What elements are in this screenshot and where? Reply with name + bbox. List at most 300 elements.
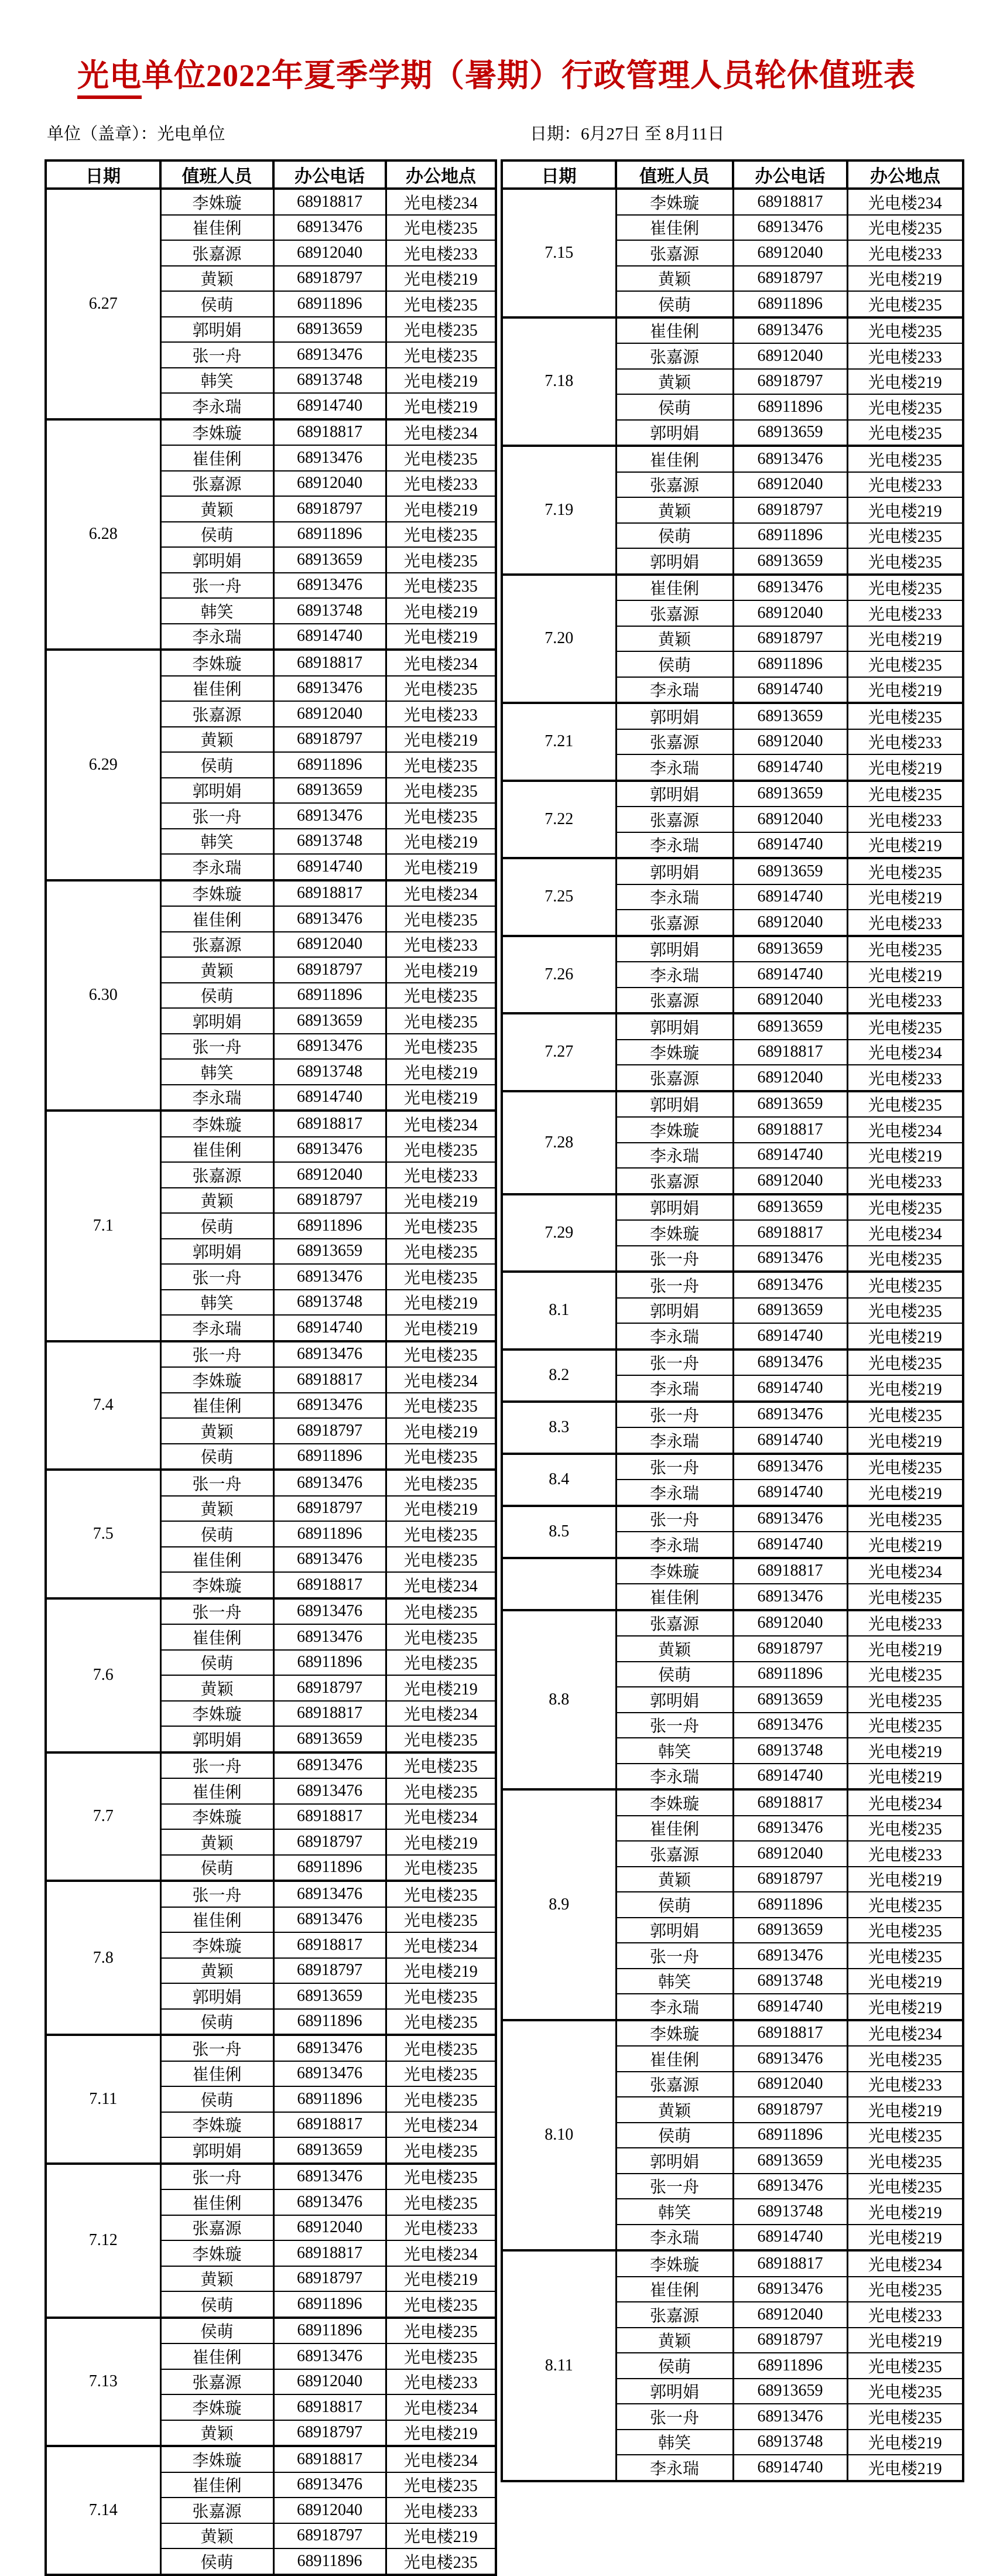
office-phone-cell: 68914740 [733, 754, 847, 781]
office-room-cell: 光电楼219 [386, 1958, 496, 1984]
office-room-cell: 光电楼219 [847, 1532, 963, 1558]
duty-table-left [44, 159, 497, 2576]
office-phone-cell: 68913476 [273, 1598, 386, 1625]
person-name-cell: 李姝璇 [160, 1111, 273, 1137]
duty-table-right-body [502, 189, 963, 2481]
office-phone-cell: 68912040 [733, 2302, 847, 2328]
office-phone-cell: 68913659 [273, 778, 386, 804]
office-phone-cell: 68918797 [273, 266, 386, 292]
person-name-cell: 张一舟 [616, 1272, 733, 1298]
date-cell-left-4: 7.1 [46, 1111, 160, 1341]
duty-row [46, 1881, 496, 1907]
office-room-cell: 光电楼219 [847, 962, 963, 988]
person-name-cell: 张一舟 [160, 573, 273, 599]
office-phone-cell: 68912040 [733, 343, 847, 369]
person-name-cell: 张嘉源 [616, 910, 733, 936]
office-phone-cell: 68918817 [273, 419, 386, 446]
person-name-cell: 崔佳俐 [616, 215, 733, 241]
date-cell-right-11: 8.1 [502, 1272, 616, 1350]
office-room-cell: 光电楼235 [847, 548, 963, 575]
office-phone-cell: 68913476 [733, 1943, 847, 1969]
person-name-cell: 李永瑞 [160, 1315, 273, 1341]
person-name-cell: 侯萌 [160, 1650, 273, 1676]
date-cell-right-4: 7.21 [502, 703, 616, 781]
person-name-cell: 李姝璇 [616, 1040, 733, 1065]
office-phone-cell: 68918797 [733, 369, 847, 395]
office-room-cell: 光电楼235 [847, 575, 963, 601]
office-room-cell: 光电楼235 [847, 703, 963, 729]
office-room-cell: 光电楼219 [386, 957, 496, 983]
person-name-cell: 黄颖 [160, 2420, 273, 2447]
office-phone-cell: 68918817 [273, 1367, 386, 1393]
person-name-cell: 崔佳俐 [616, 1816, 733, 1842]
person-name-cell: 张一舟 [616, 2174, 733, 2199]
person-name-cell: 崔佳俐 [160, 445, 273, 471]
person-name-cell: 李永瑞 [616, 1323, 733, 1350]
office-room-cell: 光电楼234 [386, 189, 496, 215]
office-room-cell: 光电楼233 [386, 2498, 496, 2523]
office-room-cell: 光电楼235 [847, 936, 963, 962]
office-room-cell: 光电楼235 [386, 2318, 496, 2344]
duty-row [502, 1454, 963, 1480]
office-phone-cell: 68914740 [733, 1532, 847, 1558]
person-name-cell: 崔佳俐 [160, 2189, 273, 2215]
office-phone-cell: 68911896 [273, 2291, 386, 2318]
person-name-cell: 张一舟 [160, 1341, 273, 1368]
office-phone-cell: 68918797 [273, 1829, 386, 1855]
office-phone-cell: 68913476 [273, 1752, 386, 1779]
office-room-cell: 光电楼233 [386, 2215, 496, 2241]
office-room-cell: 光电楼233 [847, 472, 963, 498]
office-room-cell: 光电楼219 [386, 393, 496, 419]
date-cell-right-6: 7.25 [502, 858, 616, 936]
person-name-cell: 黄颖 [160, 2523, 273, 2549]
office-room-cell: 光电楼219 [386, 624, 496, 650]
office-room-cell: 光电楼219 [847, 1323, 963, 1350]
duty-row [502, 575, 963, 601]
office-room-cell: 光电楼219 [847, 1636, 963, 1662]
office-phone-cell: 68912040 [733, 910, 847, 936]
office-phone-cell: 68913476 [733, 446, 847, 472]
office-phone-cell: 68918817 [273, 2112, 386, 2138]
office-room-cell: 光电楼234 [386, 1804, 496, 1830]
duty-row [502, 1013, 963, 1040]
person-name-cell: 侯萌 [160, 752, 273, 778]
duty-row [502, 858, 963, 884]
office-room-cell: 光电楼233 [386, 240, 496, 266]
office-phone-cell: 68913476 [273, 2164, 386, 2190]
office-phone-cell: 68918817 [273, 880, 386, 907]
office-room-cell: 光电楼235 [386, 1547, 496, 1573]
person-name-cell: 黄颖 [616, 1867, 733, 1892]
office-room-cell: 光电楼219 [847, 1764, 963, 1790]
office-room-cell: 光电楼235 [386, 1521, 496, 1547]
office-room-cell: 光电楼219 [386, 1496, 496, 1522]
office-phone-cell: 68914740 [733, 2225, 847, 2251]
person-name-cell: 李永瑞 [616, 1375, 733, 1402]
date-cell-left-10: 7.11 [46, 2035, 160, 2164]
office-phone-cell: 68911896 [733, 2123, 847, 2148]
duty-row [502, 1272, 963, 1298]
office-room-cell: 光电楼235 [386, 1444, 496, 1470]
office-phone-cell: 68913748 [733, 2430, 847, 2455]
office-room-cell: 光电楼235 [847, 2174, 963, 2199]
office-phone-cell: 68918797 [273, 727, 386, 753]
person-name-cell: 张嘉源 [616, 807, 733, 832]
office-phone-cell: 68914740 [273, 1085, 386, 1111]
office-phone-cell: 68913748 [273, 1290, 386, 1316]
office-phone-cell: 68911896 [273, 1444, 386, 1470]
page-title-underlined: 光电 [77, 58, 142, 99]
office-room-cell: 光电楼235 [847, 1892, 963, 1918]
office-room-cell: 光电楼235 [847, 1454, 963, 1480]
office-phone-cell: 68913476 [273, 573, 386, 599]
date-cell-right-8: 7.27 [502, 1013, 616, 1091]
office-phone-cell: 68913476 [273, 1393, 386, 1419]
person-name-cell: 郭明娟 [616, 1918, 733, 1943]
person-name-cell: 黄颖 [616, 1636, 733, 1662]
office-room-cell: 光电楼234 [386, 1111, 496, 1137]
office-phone-cell: 68911896 [733, 523, 847, 549]
header-row [502, 160, 963, 189]
office-phone-cell: 68918817 [733, 1558, 847, 1584]
office-phone-cell: 68913659 [273, 1983, 386, 2009]
person-name-cell: 李姝璇 [160, 1572, 273, 1598]
office-room-cell: 光电楼219 [847, 1480, 963, 1506]
office-room-cell: 光电楼234 [386, 1932, 496, 1958]
person-name-cell: 张嘉源 [616, 343, 733, 369]
person-name-cell: 李姝璇 [160, 880, 273, 907]
office-phone-cell: 68913476 [733, 575, 847, 601]
office-room-cell: 光电楼235 [386, 1008, 496, 1034]
person-name-cell: 崔佳俐 [160, 676, 273, 702]
duty-row [502, 703, 963, 729]
office-phone-cell: 68913476 [273, 906, 386, 932]
duty-row [502, 317, 963, 344]
office-phone-cell: 68913659 [273, 547, 386, 573]
office-phone-cell: 68913748 [273, 829, 386, 855]
person-name-cell: 张一舟 [616, 1246, 733, 1272]
office-room-cell: 光电楼235 [386, 2189, 496, 2215]
office-room-cell: 光电楼235 [386, 2086, 496, 2112]
office-room-cell: 光电楼235 [847, 1687, 963, 1713]
office-room-cell: 光电楼235 [386, 1598, 496, 1625]
office-room-cell: 光电楼219 [847, 1375, 963, 1402]
office-phone-cell: 68914740 [733, 962, 847, 988]
office-phone-cell: 68913476 [733, 1272, 847, 1298]
office-phone-cell: 68911896 [273, 291, 386, 317]
office-phone-cell: 68918797 [273, 496, 386, 522]
date-cell-left-5: 7.4 [46, 1341, 160, 1470]
person-name-cell: 郭明娟 [616, 2379, 733, 2404]
person-name-cell: 李永瑞 [616, 1427, 733, 1454]
office-room-cell: 光电楼235 [386, 752, 496, 778]
date-cell-right-10: 7.29 [502, 1194, 616, 1272]
office-room-cell: 光电楼219 [847, 677, 963, 703]
office-phone-cell: 68918797 [733, 2097, 847, 2123]
office-phone-cell: 68913476 [273, 2472, 386, 2498]
office-phone-cell: 68913659 [733, 781, 847, 807]
person-name-cell: 郭明娟 [616, 420, 733, 446]
office-room-cell: 光电楼219 [386, 368, 496, 394]
person-name-cell: 郭明娟 [616, 548, 733, 575]
office-phone-cell: 68914740 [733, 832, 847, 859]
office-phone-cell: 68913659 [273, 1008, 386, 1034]
person-name-cell: 张嘉源 [616, 240, 733, 266]
office-phone-cell: 68918817 [733, 1789, 847, 1816]
office-phone-cell: 68918817 [273, 1701, 386, 1727]
office-phone-cell: 68913476 [273, 1881, 386, 1907]
person-name-cell: 张一舟 [160, 2035, 273, 2061]
person-name-cell: 侯萌 [616, 291, 733, 317]
office-phone-cell: 68913476 [273, 1778, 386, 1804]
person-name-cell: 李姝璇 [160, 1804, 273, 1830]
office-phone-cell: 68912040 [273, 2369, 386, 2395]
office-room-cell: 光电楼219 [847, 1143, 963, 1169]
office-phone-cell: 68913476 [733, 2046, 847, 2072]
office-room-cell: 光电楼235 [386, 2137, 496, 2164]
person-name-cell: 张一舟 [160, 1598, 273, 1625]
office-phone-cell: 68913476 [733, 215, 847, 241]
office-phone-cell: 68913659 [733, 2148, 847, 2174]
person-name-cell: 黄颖 [160, 1675, 273, 1701]
person-name-cell: 黄颖 [160, 266, 273, 292]
person-name-cell: 张一舟 [616, 1506, 733, 1532]
person-name-cell: 郭明娟 [160, 1983, 273, 2009]
person-name-cell: 侯萌 [616, 394, 733, 420]
office-room-cell: 光电楼219 [386, 1290, 496, 1316]
office-room-cell: 光电楼235 [386, 2009, 496, 2035]
unit-stamp-label: 单位（盖章）：光电单位 [47, 125, 225, 144]
page-title [0, 50, 993, 95]
office-room-cell: 光电楼235 [847, 1272, 963, 1298]
office-room-cell: 光电楼219 [386, 598, 496, 624]
duty-row [46, 1598, 496, 1625]
duty-row [502, 189, 963, 215]
office-phone-cell: 68911896 [733, 651, 847, 677]
office-phone-cell: 68918797 [273, 957, 386, 983]
header-row [46, 160, 496, 189]
office-phone-cell: 68918797 [273, 2523, 386, 2549]
office-room-cell: 光电楼235 [847, 1713, 963, 1738]
office-room-cell: 光电楼219 [847, 2328, 963, 2353]
date-cell-left-6: 7.5 [46, 1470, 160, 1598]
person-name-cell: 张嘉源 [616, 988, 733, 1014]
office-phone-cell: 68913659 [733, 548, 847, 575]
person-name-cell: 黄颖 [616, 497, 733, 523]
office-room-cell: 光电楼235 [847, 2404, 963, 2430]
office-phone-cell: 68918817 [273, 1572, 386, 1598]
office-room-cell: 光电楼233 [847, 343, 963, 369]
office-room-cell: 光电楼219 [386, 266, 496, 292]
person-name-cell: 郭明娟 [616, 1194, 733, 1221]
office-phone-cell: 68911896 [733, 2353, 847, 2379]
office-phone-cell: 68918817 [273, 1804, 386, 1830]
person-name-cell: 黄颖 [160, 496, 273, 522]
person-name-cell: 张嘉源 [160, 932, 273, 958]
date-cell-right-16 [502, 1558, 616, 1610]
column-header-3: 办公地点 [386, 160, 496, 189]
office-room-cell: 光电楼235 [847, 420, 963, 446]
person-name-cell: 张嘉源 [616, 2072, 733, 2097]
office-room-cell: 光电楼219 [847, 2430, 963, 2455]
person-name-cell: 黄颖 [160, 1418, 273, 1444]
office-phone-cell: 68911896 [273, 2318, 386, 2344]
office-phone-cell: 68913476 [273, 445, 386, 471]
office-room-cell: 光电楼219 [386, 829, 496, 855]
office-room-cell: 光电楼219 [847, 754, 963, 781]
person-name-cell: 侯萌 [160, 2086, 273, 2112]
office-phone-cell: 68913659 [273, 1726, 386, 1752]
person-name-cell: 郭明娟 [160, 1008, 273, 1034]
office-phone-cell: 68913476 [273, 1624, 386, 1650]
office-room-cell: 光电楼234 [847, 1558, 963, 1584]
office-phone-cell: 68913476 [273, 1137, 386, 1163]
person-name-cell: 张嘉源 [160, 701, 273, 727]
office-room-cell: 光电楼234 [386, 1367, 496, 1393]
person-name-cell: 崔佳俐 [160, 1137, 273, 1163]
person-name-cell: 侯萌 [160, 1444, 273, 1470]
office-room-cell: 光电楼235 [386, 291, 496, 317]
office-room-cell: 光电楼233 [847, 240, 963, 266]
office-room-cell: 光电楼234 [386, 419, 496, 446]
office-room-cell: 光电楼233 [847, 807, 963, 832]
office-phone-cell: 68918797 [733, 1636, 847, 1662]
office-phone-cell: 68912040 [733, 729, 847, 755]
date-cell-right-20: 8.11 [502, 2250, 616, 2481]
office-room-cell: 光电楼233 [847, 1065, 963, 1091]
person-name-cell: 郭明娟 [160, 1239, 273, 1265]
date-cell-left-13: 7.14 [46, 2446, 160, 2575]
person-name-cell: 李姝璇 [160, 650, 273, 676]
person-name-cell: 郭明娟 [160, 1726, 273, 1752]
office-phone-cell: 68913476 [273, 2343, 386, 2369]
office-phone-cell: 68912040 [733, 240, 847, 266]
person-name-cell: 侯萌 [160, 1213, 273, 1239]
date-cell-right-2: 7.19 [502, 446, 616, 575]
office-phone-cell: 68918817 [733, 2250, 847, 2277]
person-name-cell: 张一舟 [160, 1881, 273, 1907]
office-phone-cell: 68912040 [273, 932, 386, 958]
office-phone-cell: 68913659 [733, 703, 847, 729]
office-phone-cell: 68918817 [273, 650, 386, 676]
date-cell-left-12: 7.13 [46, 2318, 160, 2447]
office-room-cell: 光电楼235 [847, 215, 963, 241]
person-name-cell: 黄颖 [160, 727, 273, 753]
office-phone-cell: 68911896 [733, 1892, 847, 1918]
office-phone-cell: 68911896 [733, 291, 847, 317]
office-phone-cell: 68918817 [273, 2240, 386, 2266]
office-room-cell: 光电楼235 [847, 2353, 963, 2379]
office-phone-cell: 68912040 [733, 988, 847, 1014]
person-name-cell: 黄颖 [616, 2097, 733, 2123]
duty-row [502, 781, 963, 807]
person-name-cell: 侯萌 [616, 651, 733, 677]
office-phone-cell: 68914740 [733, 1323, 847, 1350]
date-cell-left-2: 6.29 [46, 650, 160, 880]
person-name-cell: 郭明娟 [160, 317, 273, 343]
office-room-cell: 光电楼235 [847, 781, 963, 807]
person-name-cell: 李永瑞 [616, 1764, 733, 1790]
person-name-cell: 侯萌 [160, 983, 273, 1009]
person-name-cell: 李姝璇 [616, 1558, 733, 1584]
office-room-cell: 光电楼219 [386, 854, 496, 880]
office-room-cell: 光电楼235 [386, 1752, 496, 1779]
office-phone-cell: 68918797 [733, 626, 847, 652]
office-room-cell: 光电楼235 [847, 1194, 963, 1221]
office-room-cell: 光电楼219 [847, 832, 963, 859]
office-room-cell: 光电楼235 [386, 1470, 496, 1496]
office-room-cell: 光电楼219 [847, 626, 963, 652]
person-name-cell: 郭明娟 [160, 2137, 273, 2164]
office-phone-cell: 68912040 [733, 1065, 847, 1091]
person-name-cell: 张嘉源 [616, 472, 733, 498]
duty-row [502, 1610, 963, 1637]
column-header-1: 值班人员 [616, 160, 733, 189]
person-name-cell: 李姝璇 [160, 2446, 273, 2472]
person-name-cell: 张一舟 [160, 803, 273, 829]
person-name-cell: 李姝璇 [616, 1220, 733, 1246]
office-phone-cell: 68918797 [273, 2420, 386, 2447]
office-room-cell: 光电楼219 [847, 1738, 963, 1764]
person-name-cell: 崔佳俐 [160, 1778, 273, 1804]
date-cell-right-14: 8.4 [502, 1454, 616, 1506]
office-phone-cell: 68913659 [733, 420, 847, 446]
person-name-cell: 郭明娟 [616, 1013, 733, 1040]
duty-row [46, 419, 496, 446]
office-phone-cell: 68913748 [273, 368, 386, 394]
person-name-cell: 李永瑞 [160, 624, 273, 650]
office-room-cell: 光电楼219 [386, 1418, 496, 1444]
office-room-cell: 光电楼235 [386, 2343, 496, 2369]
office-room-cell: 光电楼235 [847, 1816, 963, 1842]
office-room-cell: 光电楼235 [386, 778, 496, 804]
office-phone-cell: 68913748 [273, 1059, 386, 1085]
duty-row [46, 2446, 496, 2472]
office-phone-cell: 68913476 [273, 1264, 386, 1290]
person-name-cell: 黄颖 [616, 369, 733, 395]
person-name-cell: 韩笑 [160, 1059, 273, 1085]
person-name-cell: 崔佳俐 [616, 2046, 733, 2072]
office-room-cell: 光电楼235 [386, 1855, 496, 1881]
office-phone-cell: 68914740 [733, 2455, 847, 2481]
office-phone-cell: 68912040 [733, 1841, 847, 1867]
office-room-cell: 光电楼219 [847, 2225, 963, 2251]
duty-row [46, 2318, 496, 2344]
column-header-2: 办公电话 [273, 160, 386, 189]
person-name-cell: 李姝璇 [616, 2020, 733, 2047]
office-room-cell: 光电楼235 [847, 1402, 963, 1428]
office-room-cell: 光电楼219 [847, 1427, 963, 1454]
office-room-cell: 光电楼235 [386, 2164, 496, 2190]
office-room-cell: 光电楼219 [386, 1059, 496, 1085]
person-name-cell: 黄颖 [160, 1958, 273, 1984]
person-name-cell: 张一舟 [616, 1713, 733, 1738]
office-room-cell: 光电楼235 [386, 2061, 496, 2087]
person-name-cell: 李姝璇 [160, 2112, 273, 2138]
office-phone-cell: 68918797 [273, 1418, 386, 1444]
office-room-cell: 光电楼233 [386, 1162, 496, 1188]
office-phone-cell: 68913476 [733, 2277, 847, 2302]
person-name-cell: 郭明娟 [616, 703, 733, 729]
office-room-cell: 光电楼219 [847, 369, 963, 395]
duty-row [502, 1506, 963, 1532]
duty-row [46, 1752, 496, 1779]
person-name-cell: 张一舟 [160, 1470, 273, 1496]
office-room-cell: 光电楼233 [847, 729, 963, 755]
office-room-cell: 光电楼234 [386, 2112, 496, 2138]
office-room-cell: 光电楼234 [386, 1572, 496, 1598]
